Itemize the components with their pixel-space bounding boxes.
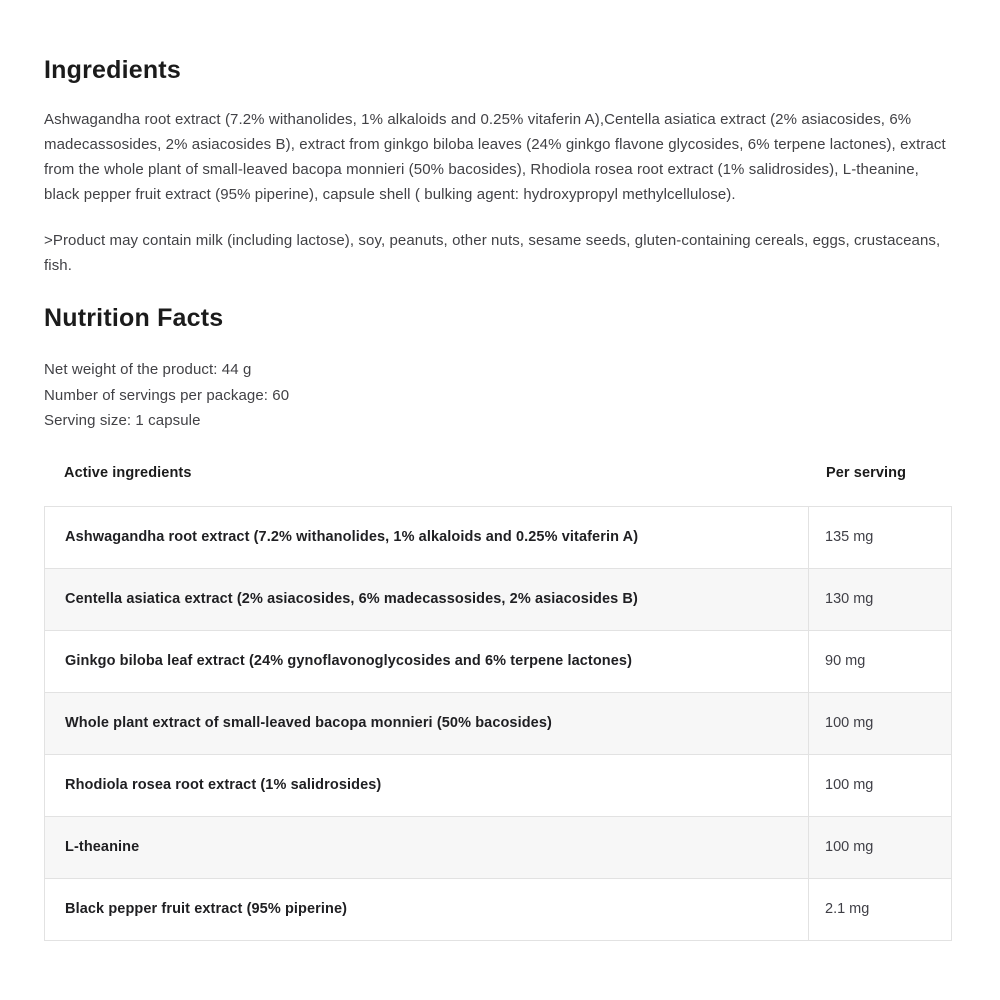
ingredient-amount: 135 mg xyxy=(825,529,874,545)
servings-per-package-line: Number of servings per package: 60 xyxy=(44,386,290,404)
active-ingredients-table xyxy=(44,506,952,941)
ingredient-name: Black pepper fruit extract (95% piperine) xyxy=(45,879,809,940)
table-row xyxy=(45,507,951,568)
allergen-note: >Product may contain milk (including lactose), soy, peanuts, other nuts, sesame seeds, gluten-containing cereals, eggs, crustaceans, fish. xyxy=(44,232,941,274)
ingredient-amount: 2.1 mg xyxy=(825,901,870,917)
ingredient-amount: 100 mg xyxy=(825,777,874,793)
serving-size-line: Serving size: 1 capsule xyxy=(44,412,201,429)
nutrition-facts-heading: Nutrition Facts xyxy=(44,304,224,332)
ingredient-amount: 100 mg xyxy=(825,715,874,731)
ingredient-name: L-theanine xyxy=(45,817,809,878)
ingredients-heading: Ingredients xyxy=(44,56,181,84)
net-weight-line: Net weight of the product: 44 g xyxy=(44,361,252,378)
ingredients-description: Ashwagandha root extract (7.2% withanolides, 1% alkaloids and 0.25% vitaferin A),Centella asiatica extract (2% asiacosides, 6% madecassosides, 2% asiacosides B), extract from ginkgo biloba leaves (24% ginkgo flavone glycosides, 6% terpene lactones), extract from the whole plant of small-leaved bacopa monnieri (50% bacosides), Rhodiola rosea root extract (1% salidrosides), L-theanine, black pepper fruit extract (95% piperine), capsule shell ( bulking agent: hydroxypropyl methylcellulose). xyxy=(44,111,946,203)
ingredient-name: Centella asiatica extract (2% asiacosides, 6% madecassosides, 2% asiacosides B) xyxy=(45,569,809,630)
table-row xyxy=(45,816,951,878)
ingredient-name: Ginkgo biloba leaf extract (24% gynoflavonoglycosides and 6% terpene lactones) xyxy=(45,631,809,692)
ingredients-table-header xyxy=(44,465,952,481)
ingredient-amount: 90 mg xyxy=(825,653,866,669)
table-row xyxy=(45,630,951,692)
table-row xyxy=(45,568,951,630)
ingredient-name: Whole plant extract of small-leaved bacopa monnieri (50% bacosides) xyxy=(45,693,809,754)
table-row xyxy=(45,692,951,754)
active-ingredients-column-header: Active ingredients xyxy=(64,464,192,481)
per-serving-column-header: Per serving xyxy=(826,464,907,481)
ingredient-amount: 100 mg xyxy=(825,839,874,855)
ingredient-name: Ashwagandha root extract (7.2% withanolides, 1% alkaloids and 0.25% vitaferin A) xyxy=(45,507,809,568)
ingredient-name: Rhodiola rosea root extract (1% salidrosides) xyxy=(45,755,809,816)
table-row xyxy=(45,878,951,940)
table-row xyxy=(45,754,951,816)
ingredient-amount: 130 mg xyxy=(825,591,874,607)
